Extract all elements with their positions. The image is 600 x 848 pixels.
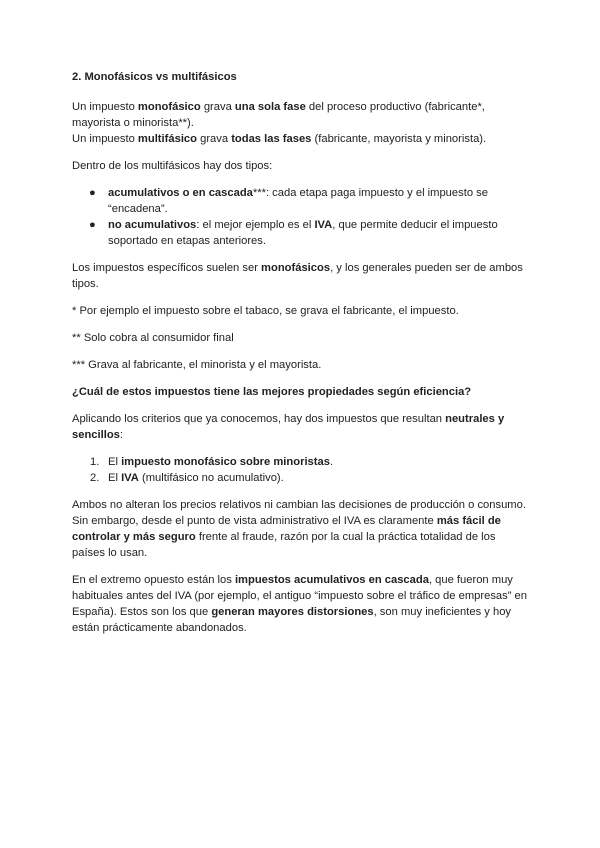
bold-text: impuestos acumulativos en cascada (234, 574, 429, 586)
paragraph-ambos (72, 497, 528, 561)
text: Un impuesto (72, 133, 138, 145)
text: , que permite deducir el impuesto soportado en etapas anteriores. (108, 219, 498, 247)
bold-text: monofásico (137, 101, 201, 113)
text: Los impuestos específicos suelen ser (72, 262, 262, 274)
text: frente al fraude, razón por la cual la práctica totalidad de los países lo usan. (72, 531, 496, 559)
bold-text: acumulativos o en cascada (108, 187, 253, 199)
paragraph-types-intro: Dentro de los multifásicos hay dos tipos: (72, 160, 273, 172)
text: El (108, 456, 122, 468)
text: (fabricante, mayorista y minorista). (311, 133, 487, 145)
section-heading: 2. Monofásicos vs multifásicos (72, 71, 237, 83)
text: Ambos no alteran los precios relativos ni cambian las decisiones de producción o consumo. Sin embargo, desde el punto de vista administrativo el IVA es claramente (72, 499, 526, 527)
bold-text: impuesto monofásico sobre minoristas (121, 456, 330, 468)
text: del proceso productivo (fabricante*, mayorista o minorista**). (72, 101, 485, 129)
text: , que fueron muy habituales antes del IVA (por ejemplo, el antiguo “impuesto sobre el tráfico de empresas” en España). Estos son los que (72, 574, 528, 618)
bold-text: generan mayores distorsiones (211, 606, 374, 618)
text: grava (196, 133, 232, 145)
text: Un impuesto (72, 101, 138, 113)
text: En el extremo opuesto están los (72, 574, 235, 586)
text: ***: cada etapa paga impuesto y el impuesto se “encadena”. (108, 187, 488, 215)
text: . (329, 456, 334, 468)
text: Aplicando los criterios que ya conocemos, hay dos impuestos que resultan (72, 413, 446, 425)
text: , y los generales pueden ser de ambos tipos. (72, 262, 523, 290)
bullet-icon: ● (89, 187, 96, 199)
paragraph-multifasico (72, 131, 528, 147)
bold-text: neutrales y sencillos (72, 413, 505, 441)
document-body (72, 69, 528, 647)
bold-text: no acumulativos (108, 219, 197, 231)
list-item (72, 454, 528, 470)
footnote: * Por ejemplo el impuesto sobre el tabaco, se grava el fabricante, el impuesto. (72, 305, 459, 317)
list-number: 1. (90, 456, 100, 468)
text: , son muy ineficientes y hoy están prácticamente abandonados. (72, 606, 512, 634)
list-item (72, 217, 528, 249)
question-heading: ¿Cuál de estos impuestos tiene las mejores propiedades según eficiencia? (72, 386, 472, 398)
bold-text: multifásico (137, 133, 197, 145)
footnote: *** Grava al fabricante, el minorista y el mayorista. (72, 359, 322, 371)
list-item (72, 470, 528, 486)
bold-text: IVA (314, 219, 333, 231)
bold-text: más fácil de controlar y más seguro (72, 515, 501, 543)
list-item (72, 185, 528, 217)
text: El (108, 472, 122, 484)
paragraph-monofasico (72, 99, 528, 131)
bullet-icon: ● (89, 219, 96, 231)
bold-text: una sola fase (234, 101, 306, 113)
bold-text: monofásicos (261, 262, 331, 274)
numbered-list (72, 454, 528, 486)
paragraph-criterios (72, 411, 528, 443)
bullet-list (72, 185, 528, 249)
text: : el mejor ejemplo es el (196, 219, 315, 231)
footnote: ** Solo cobra al consumidor final (72, 332, 234, 344)
text: (multifásico no acumulativo). (138, 472, 284, 484)
text: : (119, 429, 123, 441)
list-number: 2. (90, 472, 100, 484)
bold-text: todas las fases (231, 133, 312, 145)
bold-text: IVA (121, 472, 139, 484)
paragraph-especificos (72, 260, 528, 292)
text: grava (200, 101, 235, 113)
paragraph-extremo (72, 572, 528, 636)
